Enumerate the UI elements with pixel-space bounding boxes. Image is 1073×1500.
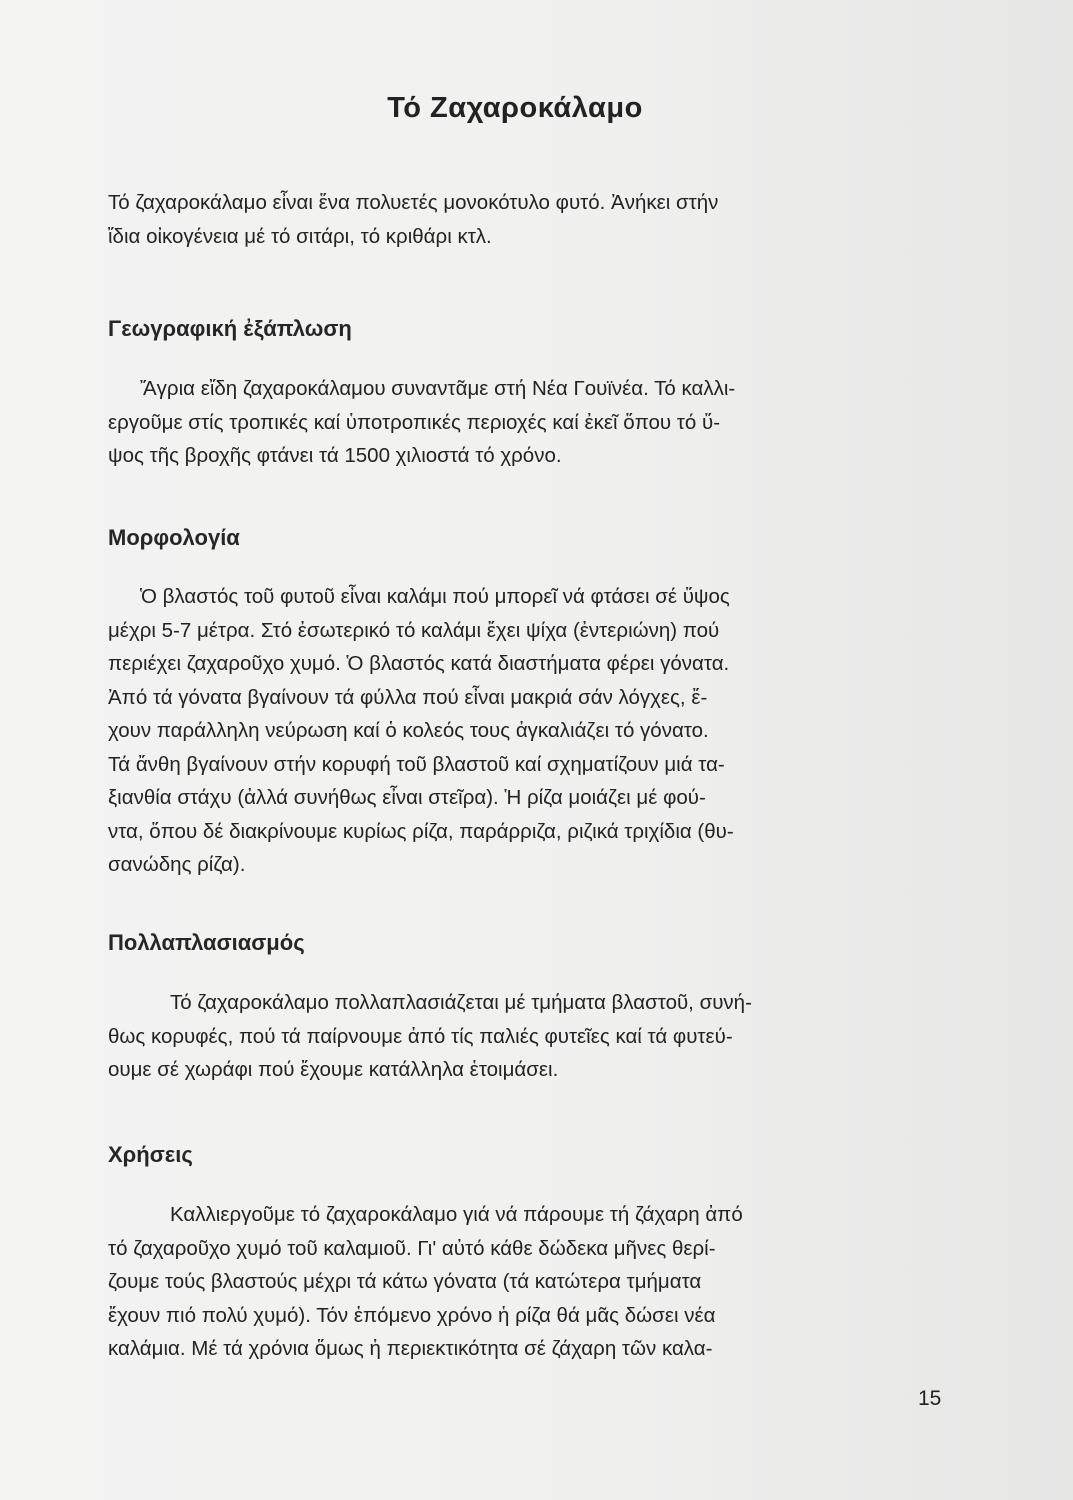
uses-paragraph	[108, 1198, 943, 1366]
paragraph-line: ουμε σέ χωράφι πού ἔχουμε κατάλληλα ἑτοιμάσει.	[108, 1058, 559, 1081]
paragraph-line: σανώδης ρίζα).	[108, 853, 246, 876]
paragraph-line: Καλλιεργοῦμε τό ζαχαροκάλαμο γιά νά πάρουμε τή ζάχαρη ἀπό	[170, 1203, 743, 1226]
paragraph-line: Τό ζαχαροκάλαμο πολλαπλασιάζεται μέ τμήματα βλαστοῦ, συνή-	[170, 991, 752, 1014]
intro-line: ἴδια οἰκογένεια μέ τό σιτάρι, τό κριθάρι κτλ.	[108, 224, 492, 248]
paragraph-line: χουν παράλληλη νεύρωση καί ὁ κολεός τους ἀγκαλιάζει τό γόνατο.	[108, 719, 709, 742]
paragraph-line: μέχρι 5-7 μέτρα. Στό ἐσωτερικό τό καλάμι ἔχει ψίχα (ἐντεριώνη) πού	[108, 618, 720, 642]
intro-line: Τό ζαχαροκάλαμο εἶναι ἕνα πολυετές μονοκότυλο φυτό. Ἀνήκει στήν	[108, 191, 719, 214]
section-heading-morphology: Μορφολογία	[108, 525, 240, 550]
paragraph-line: ζουμε τούς βλαστούς μέχρι τά κάτω γόνατα (τά κατώτερα τμήματα	[108, 1270, 702, 1293]
paragraph-line: ψος τῆς βροχῆς φτάνει τά 1500 χιλιοστά τό χρόνο.	[108, 444, 562, 467]
page-title: Τό Ζαχαροκάλαμο	[387, 92, 643, 124]
morphology-paragraph	[108, 580, 943, 882]
geography-paragraph	[108, 372, 943, 473]
paragraph-line: ἔχουν πιό πολύ χυμό). Τόν ἑπόμενο χρόνο ἡ ρίζα θά μᾶς δώσει νέα	[108, 1303, 716, 1327]
paragraph-line: Ἀπό τά γόνατα βγαίνουν τά φύλλα πού εἶναι μακριά σάν λόγχες, ἔ-	[108, 685, 708, 709]
paragraph-line: τό ζαχαροῦχο χυμό τοῦ καλαμιοῦ. Γι' αὐτό κάθε δώδεκα μῆνες θερί-	[108, 1236, 716, 1260]
paragraph-line: περιέχει ζαχαροῦχο χυμό. Ὁ βλαστός κατά διαστήματα φέρει γόνατα.	[108, 652, 730, 675]
paragraph-line: εργοῦμε στίς τροπικές καί ὑποτροπικές περιοχές καί ἐκεῖ ὅπου τό ὕ-	[108, 410, 721, 434]
paragraph-line: Ὁ βλαστός τοῦ φυτοῦ εἶναι καλάμι πού μπορεῖ νά φτάσει σέ ὕψος	[140, 585, 730, 608]
paragraph-line: Τά ἄνθη βγαίνουν στήν κορυφή τοῦ βλαστοῦ καί σχηματίζουν μιά τα-	[108, 752, 725, 776]
page-number: 15	[918, 1387, 942, 1410]
section-heading-uses: Χρήσεις	[108, 1142, 193, 1167]
paragraph-line: ντα, ὅπου δέ διακρίνουμε κυρίως ρίζα, παράρριζα, ριζικά τριχίδια (θυ-	[108, 819, 734, 843]
paragraph-line: καλάμια. Μέ τά χρόνια ὅμως ἡ περιεκτικότητα σέ ζάχαρη τῶν καλα-	[108, 1337, 713, 1360]
paragraph-line: ξιανθία στάχυ (ἀλλά συνήθως εἶναι στεῖρα). Ἡ ρίζα μοιάζει μέ φού-	[108, 786, 706, 809]
paragraph-line: Ἄγρια εἴδη ζαχαροκάλαμου συναντᾶμε στή Νέα Γουϊνέα. Τό καλλι-	[140, 377, 736, 400]
intro-paragraph	[108, 186, 943, 253]
section-heading-propagation: Πολλαπλασιασμός	[108, 930, 305, 955]
propagation-paragraph	[108, 986, 943, 1087]
paragraph-line: θως κορυφές, πού τά παίρνουμε ἀπό τίς παλιές φυτεῖες καί τά φυτεύ-	[108, 1024, 733, 1048]
section-heading-geography: Γεωγραφική ἐξάπλωση	[108, 316, 352, 341]
